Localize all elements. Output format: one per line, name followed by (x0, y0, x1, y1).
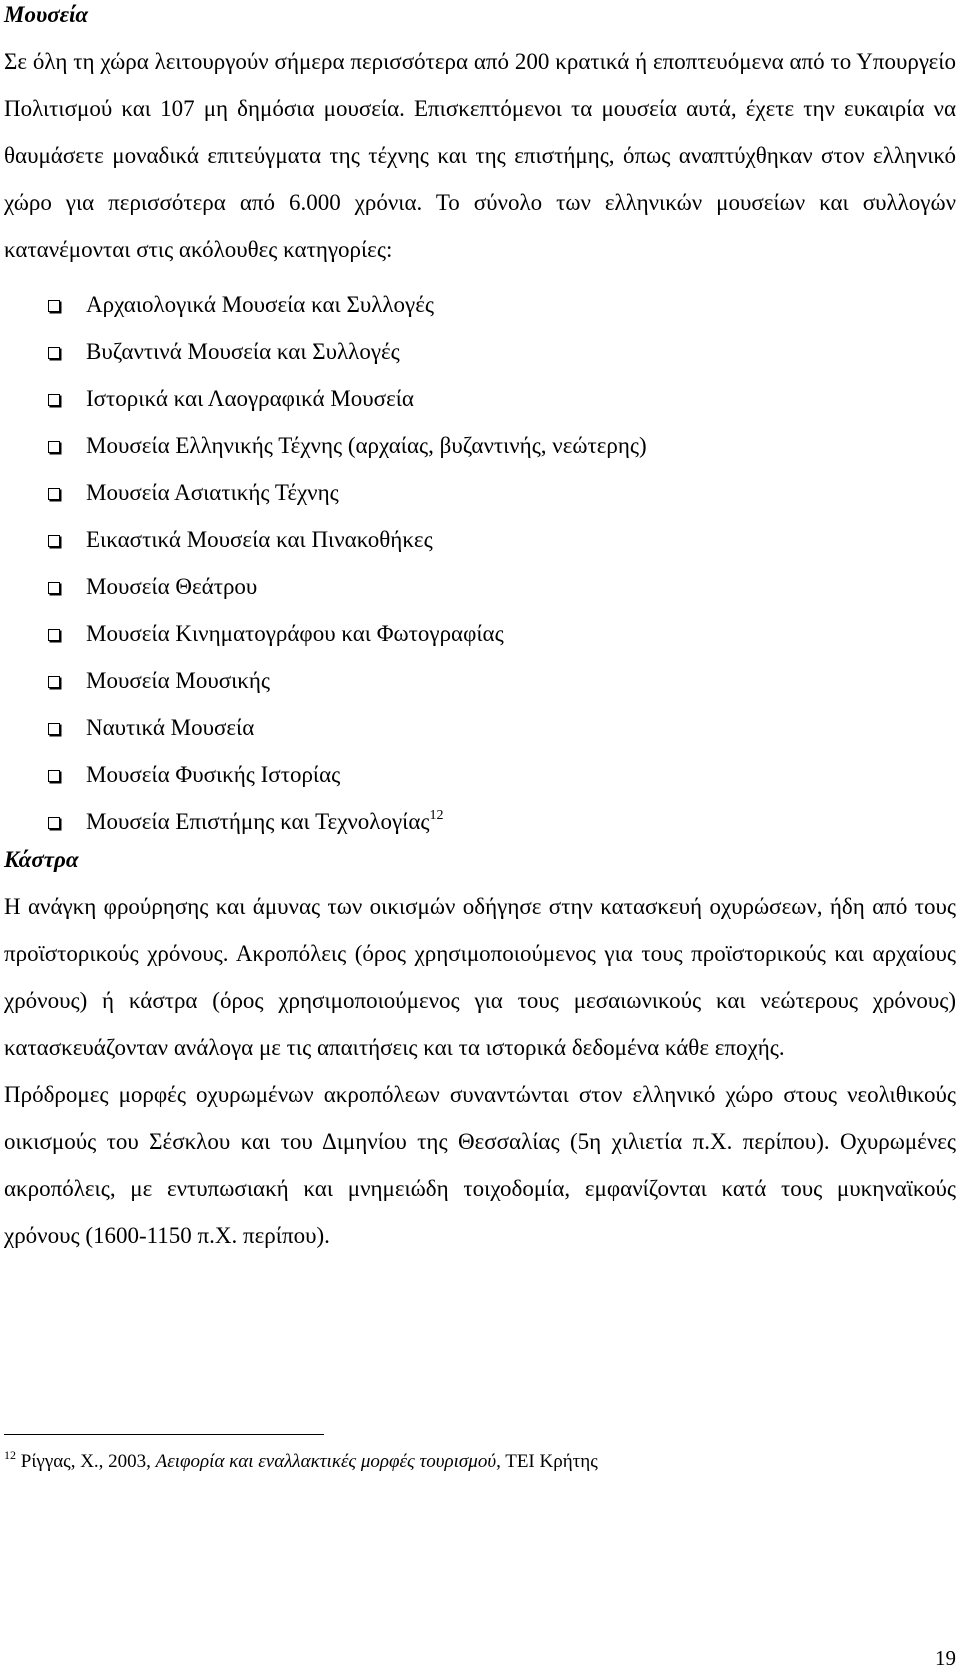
checkbox-bullet-icon (48, 535, 60, 547)
list-item: Ιστορικά και Λαογραφικά Μουσεία (4, 375, 956, 422)
castles-paragraph-1: Η ανάγκη φρούρησης και άμυνας των οικισμών οδήγησε στην κατασκευή οχυρώσεων, ήδη από τους προϊστορικούς χρόνους. Ακροπόλεις (όρος χρησιμοποιούμενος για τους προϊστορικούς και αρχαίους χρόνους) ή κάστρα (όρος χρησιμοποιούμενος για τους μεσαιωνικούς και νεώτερους χρόνους) κατασκευάζονταν ανάλογα με τις απαιτήσεις και τα ιστορικά δεδομένα κάθε εποχής. (4, 894, 956, 1060)
castles-heading: Κάστρα (4, 847, 79, 872)
list-item: Μουσεία Κινηματογράφου και Φωτογραφίας (4, 610, 956, 657)
footnote-author: Ρίγγας, Χ., 2003, (20, 1451, 156, 1472)
page-number: 19 (935, 1646, 956, 1670)
checkbox-bullet-icon (48, 817, 60, 829)
list-item: Μουσεία Επιστήμης και Τεχνολογίας$^{12}$ (4, 798, 956, 845)
footnote-title: Αειφορία και εναλλακτικές μορφές τουρισμού (155, 1451, 497, 1472)
document-page (4, 0, 956, 1678)
checkbox-bullet-icon (48, 488, 60, 500)
checkbox-bullet-icon (48, 582, 60, 594)
checkbox-bullet-icon (48, 394, 60, 406)
checkbox-bullet-icon (48, 300, 60, 312)
checkbox-bullet-icon (48, 676, 60, 688)
checkbox-bullet-icon (48, 441, 60, 453)
list-item: Αρχαιολογικά Μουσεία και Συλλογές (4, 281, 956, 328)
checkbox-bullet-icon (48, 723, 60, 735)
list-item: Μουσεία Ελληνικής Τέχνης (αρχαίας, βυζαντινής, νεώτερης) (4, 422, 956, 469)
checkbox-bullet-icon (48, 629, 60, 641)
museums-heading: Μουσεία (4, 2, 89, 27)
checkbox-bullet-icon (48, 347, 60, 359)
list-item: Μουσεία Ασιατικής Τέχνης (4, 469, 956, 516)
footnote-divider (4, 1434, 324, 1435)
castles-paragraph-2: Πρόδρομες μορφές οχυρωμένων ακροπόλεων συναντώνται στον ελληνικό χώρο στους νεολιθικούς οικισμούς του Σέσκλου και του Διμηνίου της Θεσσαλίας (5η χιλιετία π.Χ. περίπου). Οχυρωμένες ακροπόλεις, με εντυπωσιακή και μνημειώδη τοιχοδομία, εμφανίζονται κατά τους μυκηναϊκούς χρόνους (1600-1150 π.Χ. περίπου). (4, 1082, 956, 1248)
museums-paragraph: Σε όλη τη χώρα λειτουργούν σήμερα περισσότερα από 200 κρατικά ή εποπτευόμενα από το Υπουργείο Πολιτισμού και 107 μη δημόσια μουσεία. Επισκεπτόμενοι τα μουσεία αυτά, έχετε την ευκαιρία να θαυμάσετε μοναδικά επιτεύγματα της τέχνης και της επιστήμης, όπως αναπτύχθηκαν στον ελληνικό χώρο για περισσότερα από 6.000 χρόνια. Το σύνολο των ελληνικών μουσείων και συλλογών κατανέμονται στις ακόλουθες κατηγορίες: (4, 49, 956, 262)
list-item: Μουσεία Μουσικής (4, 657, 956, 704)
list-item: Εικαστικά Μουσεία και Πινακοθήκες (4, 516, 956, 563)
list-item: Ναυτικά Μουσεία (4, 704, 956, 751)
footnote-reference[interactable]: 12 (429, 808, 444, 823)
list-item: Βυζαντινά Μουσεία και Συλλογές (4, 328, 956, 375)
footnote-number: 12 (4, 1448, 16, 1462)
list-item: Μουσεία Θεάτρου (4, 563, 956, 610)
footnote (4, 1450, 598, 1474)
footnote-publisher: , ΤΕΙ Κρήτης (496, 1451, 598, 1472)
checkbox-bullet-icon (48, 770, 60, 782)
list-item: Μουσεία Φυσικής Ιστορίας (4, 751, 956, 798)
museum-categories-list (4, 281, 956, 845)
